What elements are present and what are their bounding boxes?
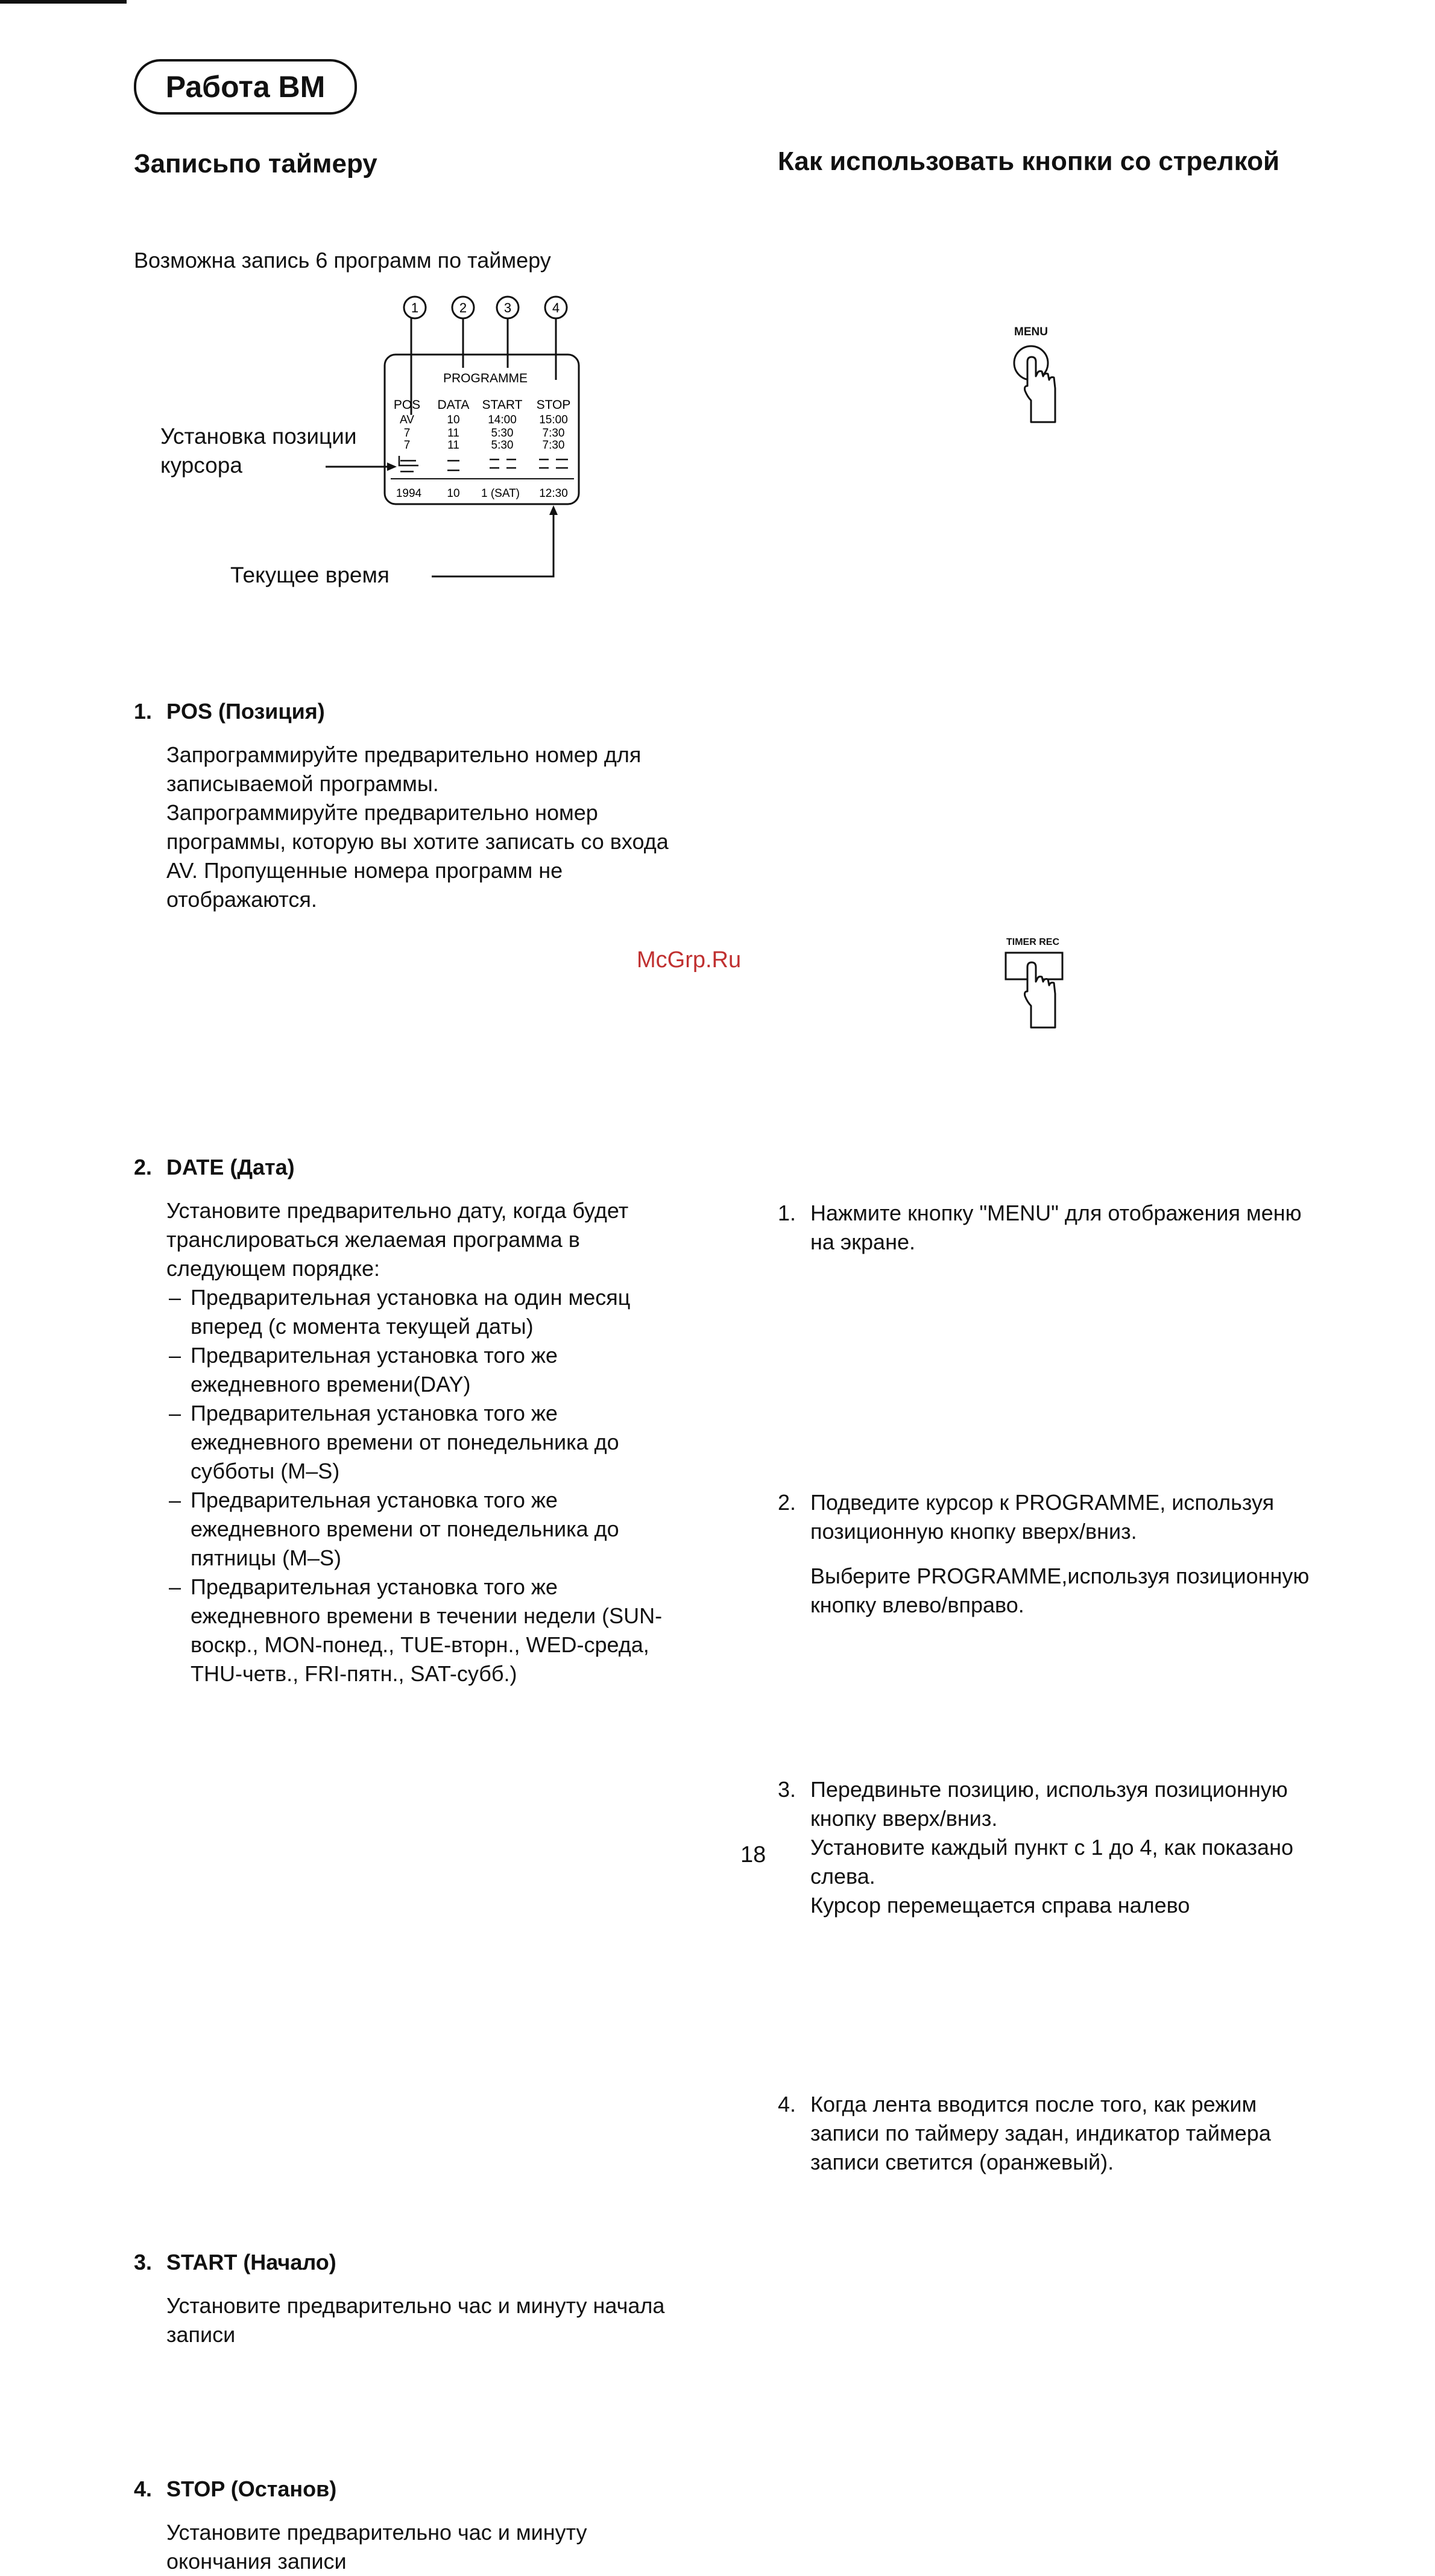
step-1-line-2: на экране.: [810, 1230, 915, 1254]
row1-start: 14:00: [488, 414, 517, 426]
row2-data: 11: [447, 427, 459, 440]
column-stop: STOP: [536, 398, 571, 412]
step-1-number: 1.: [778, 1201, 796, 1225]
date-option-mon-fri-line2: ежедневного времени от понедельника до: [191, 1517, 619, 1541]
date-option-mon-sat-line2: ежедневного времени от понедельника до: [191, 1430, 619, 1454]
scan-edge-mark: [0, 0, 127, 4]
date-option-weekly-line1: – Предварительная установка того же: [191, 1574, 558, 1599]
footer-year: 1994: [396, 487, 422, 500]
step-1: [778, 1199, 1419, 1257]
date-option-mon-fri: [166, 1486, 769, 1573]
stop-item-title: STOP (Останов): [166, 2477, 337, 2501]
row3-data: 11: [447, 439, 459, 452]
step-2-number: 2.: [778, 1490, 796, 1515]
footer-time: 12:30: [539, 487, 568, 500]
step-4-line-1: Когда лента вводится после того, как режим: [810, 2092, 1257, 2117]
step-3-number: 3.: [778, 1777, 796, 1802]
date-option-day: [166, 1341, 769, 1399]
step-3: [778, 1775, 1419, 1920]
menu-button-label: MENU: [1014, 326, 1048, 338]
cursor-arrow-head: [387, 462, 397, 471]
circle-number-3: 3: [503, 300, 512, 315]
step-2-extra-line-2: кнопку влево/вправо.: [810, 1593, 1024, 1617]
step-3-line-2: кнопку вверх/вниз.: [810, 1806, 998, 1831]
footer-weekday: 1 (SAT): [481, 487, 520, 500]
start-line-1: Установите предварительно час и минуту начала: [166, 2293, 665, 2318]
stop-line-1: Установите предварительно час и минуту: [166, 2520, 587, 2545]
date-option-mon-sat: [166, 1399, 769, 1486]
timer-intro: Возможна запись 6 программ по таймеру: [134, 248, 551, 273]
empty-row-placeholders: [399, 456, 568, 472]
callout-circle-3: [497, 297, 519, 368]
date-option-mon-fri-line1: – Предварительная установка того же: [191, 1488, 558, 1512]
stop-item-body: [166, 2518, 769, 2576]
date-option-weekly: [166, 1573, 769, 1688]
date-item-title: DATE (Дата): [166, 1155, 295, 1179]
column-start: START: [482, 398, 523, 412]
screen-title: PROGRAMME: [443, 371, 528, 385]
date-item: [134, 1153, 769, 1688]
callout-circle-4: [545, 297, 567, 380]
timer-rec-hand-icon: [1001, 937, 1085, 1040]
start-item-body: [166, 2291, 769, 2349]
menu-button-illustration: [1001, 326, 1085, 434]
cursor-label-line2: курсора: [160, 453, 242, 478]
circle-number-1: 1: [411, 300, 419, 315]
date-option-weekly-line4: THU-четв., FRI-пятн., SAT-субб.): [191, 1661, 517, 1686]
step-4-line-3: записи светится (оранжевый).: [810, 2150, 1114, 2174]
date-option-month: [166, 1283, 769, 1341]
step-1-line-1: Нажмите кнопку "MENU" для отображения меню: [810, 1201, 1302, 1225]
time-arrow-line: [432, 513, 554, 576]
pos-line-2: записываемой программы.: [166, 771, 439, 796]
pos-item: [134, 697, 769, 914]
start-item: [134, 2248, 769, 2349]
date-option-month-line2: вперед (с момента текущей даты): [191, 1314, 534, 1339]
row3-pos: 7: [403, 439, 411, 452]
date-line-1: Установите предварительно дату, когда будет: [166, 1198, 629, 1223]
footer-day: 10: [447, 487, 460, 500]
start-line-2: записи: [166, 2322, 236, 2347]
date-item-body: [166, 1196, 769, 1688]
page-number: 18: [740, 1842, 766, 1867]
date-options-list: [166, 1283, 769, 1688]
start-item-number: 3.: [134, 2250, 153, 2275]
time-arrow-head: [549, 505, 558, 515]
row2-pos: 7: [403, 427, 411, 440]
step-2-line-2: позиционную кнопку вверх/вниз.: [810, 1519, 1137, 1544]
column-pos: POS: [393, 398, 421, 412]
date-option-mon-fri-line3: пятницы (M–S): [191, 1545, 341, 1570]
section-title-timer: Записьпо таймеру: [134, 149, 377, 178]
date-line-2: транслироваться желаемая программа в: [166, 1227, 580, 1252]
step-2: [778, 1488, 1419, 1620]
date-option-weekly-line3: воскр., MON-понед., TUE-вторн., WED-среда,: [191, 1632, 649, 1657]
pos-item-title: POS (Позиция): [166, 699, 325, 724]
timer-rec-button-illustration: [1001, 937, 1085, 1040]
watermark-text: McGrp.Ru: [637, 947, 742, 973]
circle-number-2: 2: [459, 300, 467, 315]
step-3-line-4: слева.: [810, 1864, 875, 1889]
row3-start: 5:30: [491, 439, 514, 452]
step-3-line-1: Передвиньте позицию, используя позиционную: [810, 1777, 1288, 1802]
pos-item-body: [166, 740, 769, 914]
step-3-line-3: Установите каждый пункт с 1 до 4, как показано: [810, 1835, 1293, 1860]
pos-line-1: Запрограммируйте предварительно номер для: [166, 742, 642, 767]
row2-stop: 7:30: [542, 427, 565, 440]
pos-line-4: программы, которую вы хотите записать со входа: [166, 829, 669, 854]
date-option-mon-sat-line3: субботы (M–S): [191, 1459, 340, 1483]
stop-line-2: окончания записи: [166, 2549, 347, 2574]
row1-stop: 15:00: [539, 414, 568, 426]
row1-pos: AV: [400, 414, 414, 426]
page-heading: Работа ВМ: [134, 59, 357, 115]
date-option-mon-sat-line1: – Предварительная установка того же: [191, 1401, 558, 1425]
current-time-label: Текущее время: [230, 563, 390, 587]
section-title-arrow-buttons: Как использовать кнопки со стрелкой: [778, 147, 1280, 176]
start-item-title: START (Начало): [166, 2250, 336, 2275]
row1-data: 10: [447, 414, 460, 426]
stop-item: [134, 2475, 769, 2576]
step-3-line-5: Курсор перемещается справа налево: [810, 1893, 1190, 1918]
step-2-extra-line-1: Выберите PROGRAMME,используя позиционную: [810, 1564, 1310, 1588]
pos-line-3: Запрограммируйте предварительно номер: [166, 800, 598, 825]
column-data: DATA: [437, 398, 470, 412]
cursor-label-line1: Установка позиции: [160, 424, 357, 449]
date-option-day-line2: ежедневного времени(DAY): [191, 1372, 471, 1397]
row3-stop: 7:30: [542, 439, 565, 452]
step-4-line-2: записи по таймеру задан, индикатор таймера: [810, 2121, 1271, 2145]
step-2-extra: [810, 1562, 1419, 1620]
step-4-number: 4.: [778, 2092, 796, 2117]
callout-circle-2: [452, 297, 474, 368]
timer-rec-button-label: TIMER REC: [1006, 937, 1059, 947]
pos-line-5: AV. Пропущенные номера программ не: [166, 858, 563, 883]
callout-circle-1: [404, 297, 426, 415]
date-option-weekly-line2: ежедневного времени в течении недели (SUN-: [191, 1603, 663, 1628]
date-option-day-line1: – Предварительная установка того же: [191, 1343, 558, 1368]
date-line-3: следующем порядке:: [166, 1256, 380, 1281]
menu-hand-icon: [1001, 326, 1085, 434]
step-4: [778, 2090, 1419, 2177]
circle-number-4: 4: [552, 300, 560, 315]
stop-item-number: 4.: [134, 2477, 153, 2501]
row2-start: 5:30: [491, 427, 514, 440]
date-item-number: 2.: [134, 1155, 153, 1179]
pos-line-6: отображаются.: [166, 887, 317, 912]
pos-item-number: 1.: [134, 699, 153, 724]
step-2-line-1: Подведите курсор к PROGRAMME, используя: [810, 1490, 1275, 1515]
date-option-month-line1: – Предварительная установка на один месяц: [191, 1285, 631, 1310]
